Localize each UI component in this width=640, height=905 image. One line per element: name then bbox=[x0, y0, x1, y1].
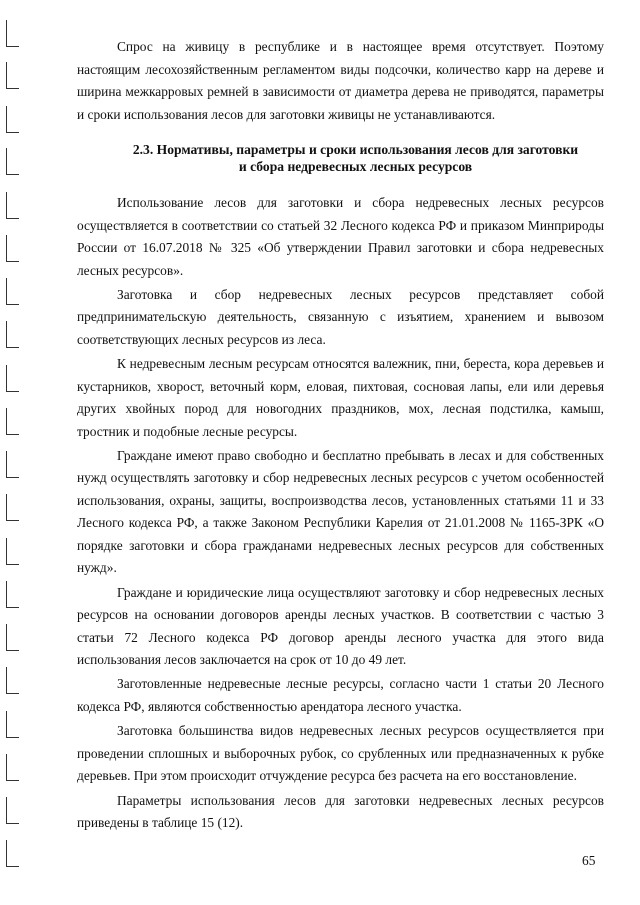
binding-mark bbox=[6, 711, 19, 738]
section-heading bbox=[77, 141, 604, 175]
page-number: 65 bbox=[582, 853, 596, 868]
binding-mark bbox=[6, 235, 19, 262]
binding-mark bbox=[6, 278, 19, 305]
binding-mark bbox=[6, 667, 19, 694]
paragraph-7: Заготовка большинства видов недревесных лесных ресурсов осуществляется при проведении сплошных и выборочных рубок, со срубленных или предназначенных к рубке деревьев. При этом происходит отчуждение ресурса без расчета на его восстановление. bbox=[77, 723, 604, 784]
binding-mark bbox=[6, 494, 19, 521]
paragraph-4: Граждане имеют право свободно и бесплатно пребывать в лесах и для собственных нужд осуществлять заготовку и сбор недревесных лесных ресурсов с учетом особенностей использования, охраны, защиты, воспроизводства лесов, установленных статьями 11 и 33 Лесного кодекса РФ, а также Законом Республики Карелия от 21.01.2008 № 1165-ЗРК «О порядке заготовки и сбора гражданами недревесных лесных ресурсов для собственных нужд». bbox=[77, 447, 604, 576]
paragraph-6: Заготовленные недревесные лесные ресурсы, согласно части 1 статьи 20 Лесного кодекса РФ, являются собственностью арендатора лесного участка. bbox=[77, 676, 604, 714]
document-text bbox=[77, 36, 604, 836]
binding-mark bbox=[6, 797, 19, 824]
binding-mark bbox=[6, 106, 19, 133]
binding-mark bbox=[6, 451, 19, 478]
binding-mark bbox=[6, 754, 19, 781]
binding-mark bbox=[6, 62, 19, 89]
binding-mark bbox=[6, 321, 19, 348]
section-heading-line-2: и сбора недревесных лесных ресурсов bbox=[238, 159, 473, 174]
binding-margin bbox=[6, 20, 20, 900]
binding-mark bbox=[6, 538, 19, 565]
binding-mark bbox=[6, 365, 19, 392]
intro-paragraph: Спрос на живицу в республике и в настоящее время отсутствует. Поэтому настоящим лесохозяйственным регламентом виды подсочки, количество карр на дереве и ширина межкарровых ремней в зависимости от диаметра дерева не приводятся, параметры и сроки использования лесов для заготовки живицы не устанавливаются. bbox=[77, 39, 604, 122]
paragraph-1: Использование лесов для заготовки и сбора недревесных лесных ресурсов осуществляется в соответствии со статьей 32 Лесного кодекса РФ и приказом Минприроды России от 16.07.2018 № 325 «Об утверждении Правил заготовки и сбора недревесных лесных ресурсов». bbox=[77, 195, 604, 278]
paragraph-3: К недревесным лесным ресурсам относятся валежник, пни, береста, кора деревьев и кустарников, хворост, веточный корм, еловая, пихтовая, сосновая лапы, ели или деревья других хвойных пород для новогодних праздников, мох, лесная подстилка, камыш, тростник и подобные лесные ресурсы. bbox=[77, 356, 604, 439]
binding-mark bbox=[6, 408, 19, 435]
paragraph-8: Параметры использования лесов для заготовки недревесных лесных ресурсов приведены в таблице 15 (12). bbox=[77, 792, 604, 831]
paragraph-5: Граждане и юридические лица осуществляют заготовку и сбор недревесных лесных ресурсов на основании договоров аренды лесных участков. В соответствии с частью 3 статьи 72 Лесного кодекса РФ договор аренды лесного участка для этого вида использования лесов заключается на срок от 10 до 49 лет. bbox=[77, 584, 604, 668]
binding-mark bbox=[6, 20, 19, 47]
section-heading-line-1: 2.3. Нормативы, параметры и сроки использования лесов для заготовки bbox=[132, 142, 579, 157]
binding-mark bbox=[6, 624, 19, 651]
binding-mark bbox=[6, 581, 19, 608]
binding-mark bbox=[6, 148, 19, 175]
binding-mark bbox=[6, 192, 19, 219]
paragraph-2: Заготовка и сбор недревесных лесных ресурсов представляет собой предпринимательскую деятельность, связанную с изъятием, хранением и вывозом соответствующих лесных ресурсов из леса. bbox=[77, 286, 604, 347]
binding-mark bbox=[6, 840, 19, 867]
